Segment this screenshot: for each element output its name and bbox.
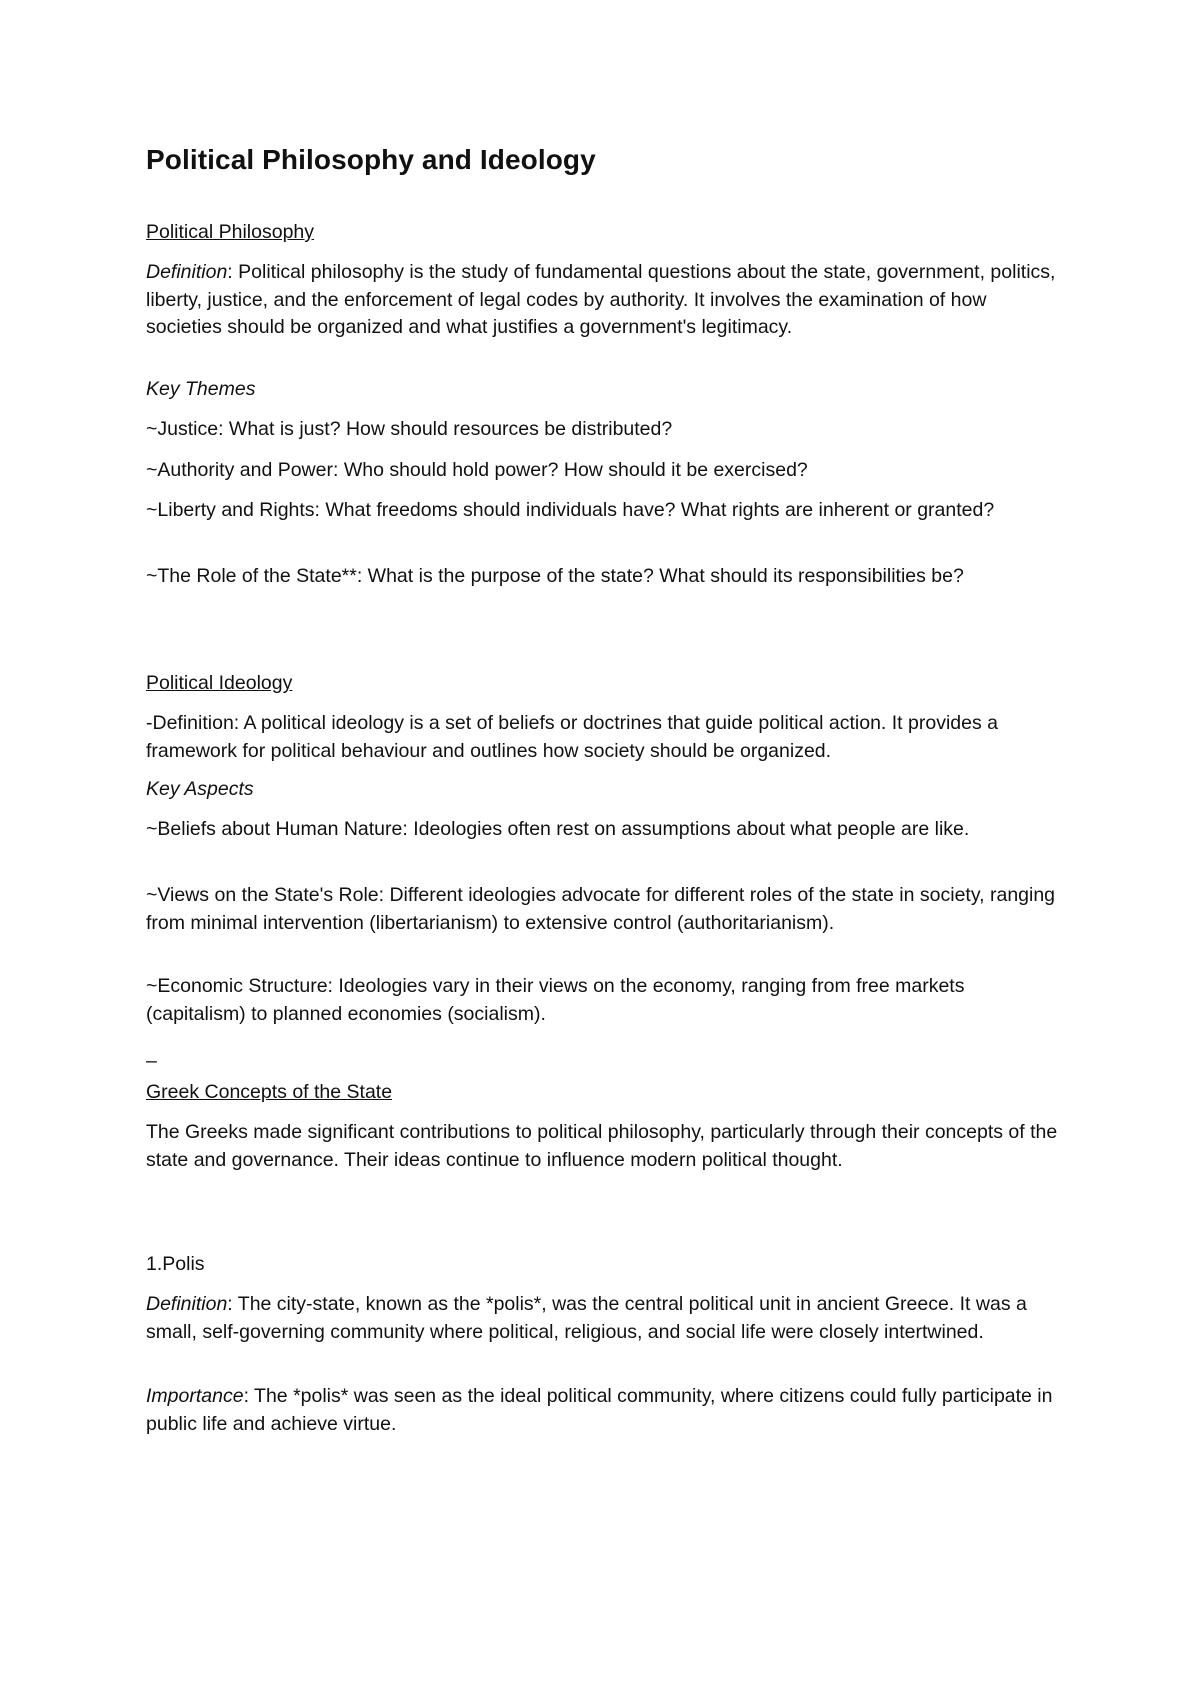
- definition-label: Definition: [146, 1293, 228, 1315]
- key-themes-label: Key Themes: [146, 378, 256, 400]
- importance-label: Importance: [146, 1385, 244, 1407]
- importance-paragraph: [146, 1383, 1066, 1438]
- definition-paragraph: -Definition: A political ideology is a set of beliefs or doctrines that guide political action. It provides a framework for political behaviour and outlines how society should be organized.: [146, 712, 998, 762]
- definition-paragraph: [146, 1291, 1066, 1346]
- list-item: ~Views on the State's Role: Different ideologies advocate for different roles of the state in society, ranging from minimal intervention (libertarianism) to extensive control (authoritarianism).: [146, 884, 1056, 934]
- page-title: Political Philosophy and Ideology: [146, 144, 596, 175]
- list-item: ~Economic Structure: Ideologies vary in their views on the economy, ranging from free markets (capitalism) to planned economies (socialism).: [146, 975, 965, 1025]
- intro-paragraph: The Greeks made significant contributions to political philosophy, particularly through their concepts of the state and governance. Their ideas continue to influence modern political thought.: [146, 1121, 1058, 1171]
- importance-text: : The *polis* was seen as the ideal political community, where citizens could fully participate in public life and achieve virtue.: [146, 1385, 1053, 1435]
- section-heading-political-ideology: Political Ideology: [146, 672, 293, 694]
- definition-text: : The city-state, known as the *polis*, was the central political unit in ancient Greece. It was a small, self-governing community where political, religious, and social life were closely intertwined.: [146, 1293, 1027, 1343]
- list-item: ~Authority and Power: Who should hold power? How should it be exercised?: [146, 459, 808, 481]
- list-item: ~Liberty and Rights: What freedoms should individuals have? What rights are inherent or granted?: [146, 499, 995, 521]
- document-page: [146, 0, 1066, 1696]
- subheading-polis: 1.Polis: [146, 1253, 205, 1275]
- definition-text: : Political philosophy is the study of fundamental questions about the state, government, politics, liberty, justice, and the enforcement of legal codes by authority. It involves the examination of how societies should be organized and what justifies a government's legitimacy.: [146, 261, 1056, 338]
- section-heading-political-philosophy: Political Philosophy: [146, 221, 315, 243]
- key-aspects-label: Key Aspects: [146, 778, 254, 800]
- section-heading-greek-concepts: Greek Concepts of the State: [146, 1081, 393, 1103]
- list-item: ~The Role of the State**: What is the purpose of the state? What should its responsibilities be?: [146, 565, 964, 587]
- separator: –: [146, 1050, 157, 1072]
- definition-paragraph: [146, 259, 1066, 342]
- list-item: ~Beliefs about Human Nature: Ideologies often rest on assumptions about what people are like.: [146, 818, 970, 840]
- list-item: ~Justice: What is just? How should resources be distributed?: [146, 418, 673, 440]
- definition-label: Definition: [146, 261, 228, 283]
